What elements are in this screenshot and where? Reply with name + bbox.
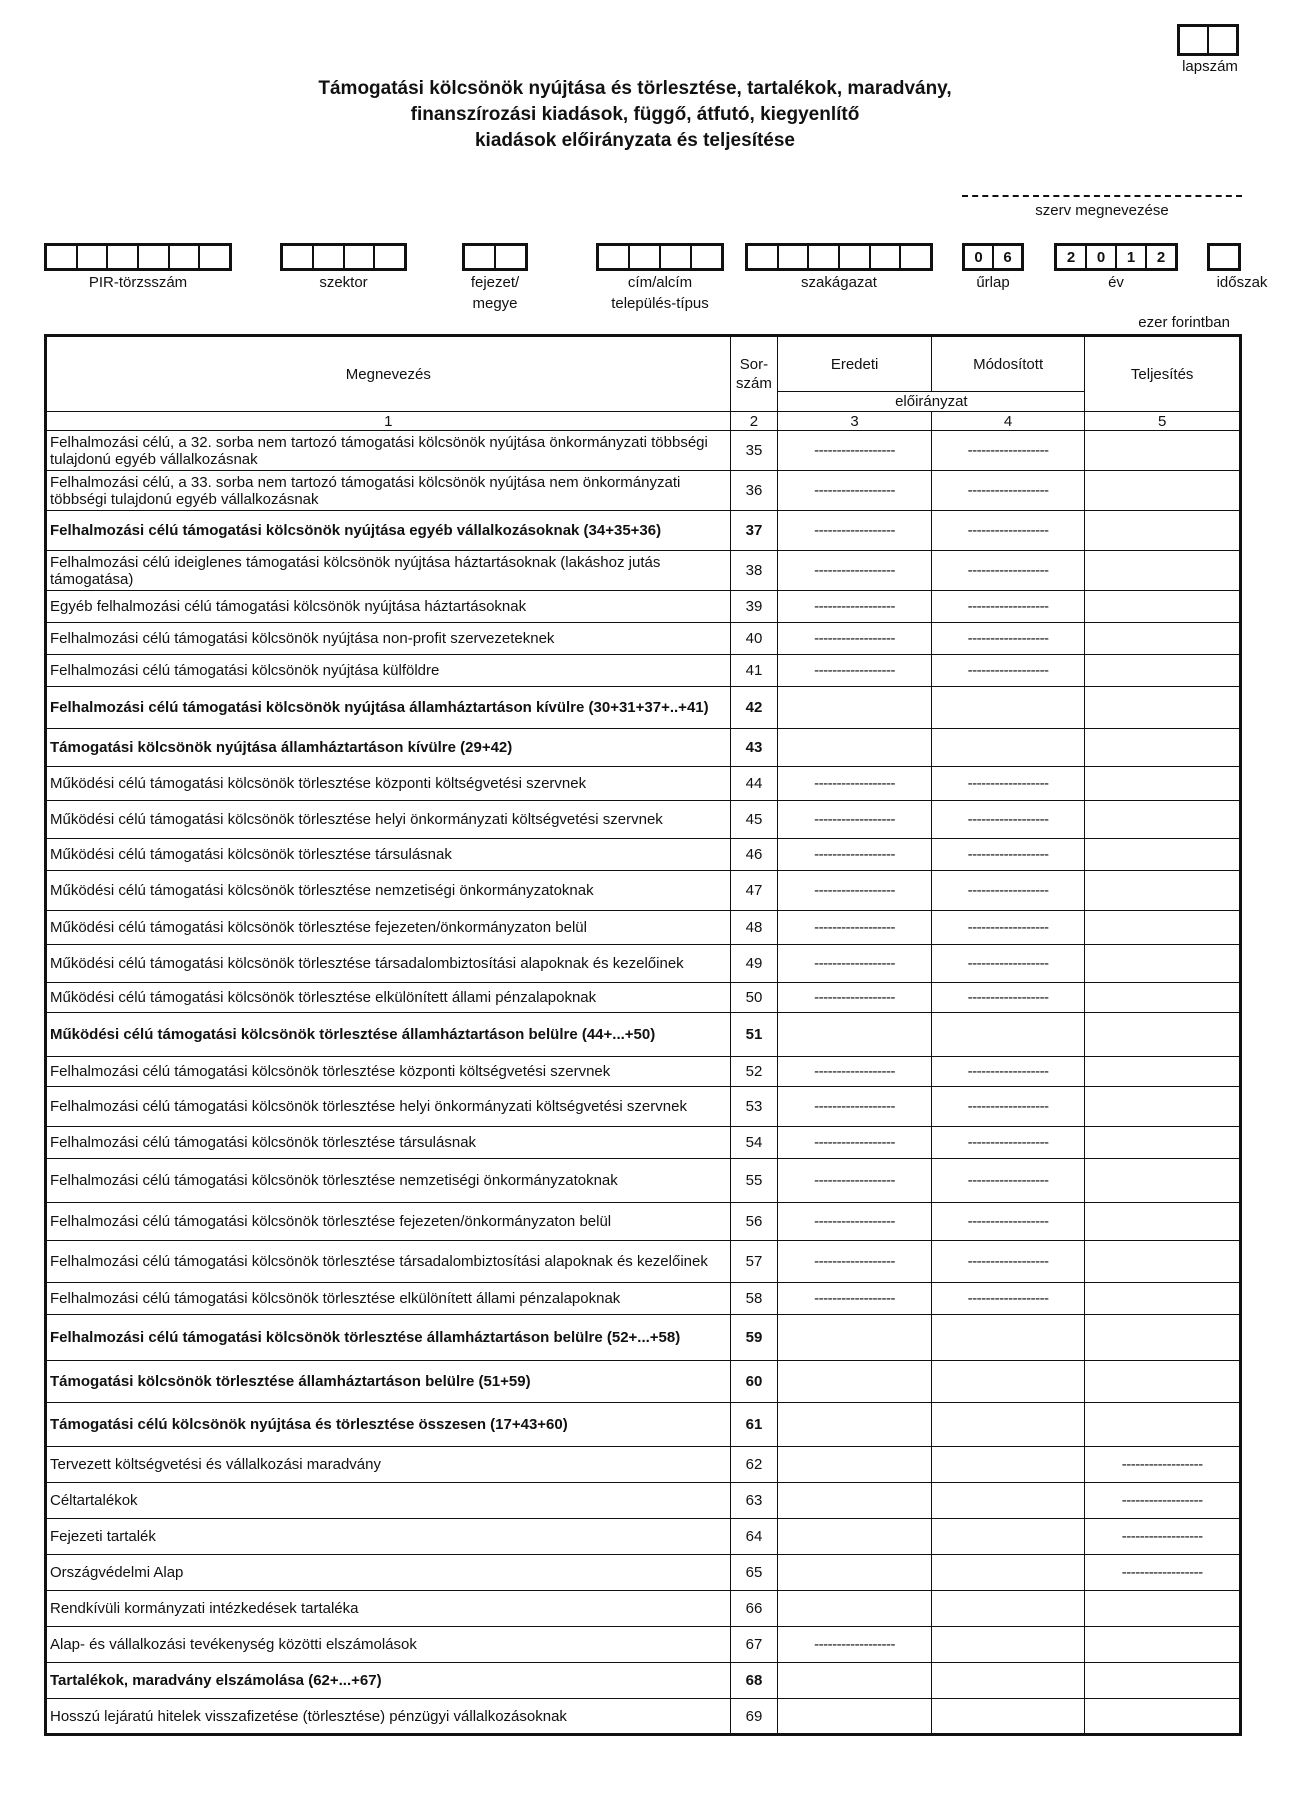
cell-teljesites[interactable] — [1085, 1699, 1241, 1735]
cell-modositott[interactable] — [931, 1403, 1085, 1447]
cell-modositott[interactable] — [931, 1013, 1085, 1057]
cell-teljesites[interactable] — [1085, 1283, 1241, 1315]
cell-eredeti: ------------------ — [778, 623, 932, 655]
code-field-label: szektor — [319, 274, 368, 291]
row-number: 53 — [730, 1087, 778, 1127]
cell-eredeti[interactable] — [778, 1013, 932, 1057]
cell-teljesites: ------------------ — [1085, 1483, 1241, 1519]
cell-teljesites: ------------------ — [1085, 1555, 1241, 1591]
row-name: Felhalmozási célú támogatási kölcsönök nyújtása külföldre — [46, 655, 731, 687]
page-number-box[interactable] — [1177, 24, 1239, 56]
row-number: 51 — [730, 1013, 778, 1057]
table-row — [46, 1555, 1241, 1591]
table-row — [46, 801, 1241, 839]
table-row — [46, 1591, 1241, 1627]
row-name: Felhalmozási célú ideiglenes támogatási kölcsönök nyújtása háztartásoknak (lakáshoz jutás támogatása) — [46, 551, 731, 591]
cell-modositott: ------------------ — [931, 591, 1085, 623]
code-field-label: űrlap — [976, 274, 1010, 291]
code-field-box[interactable] — [596, 243, 724, 271]
cell-teljesites[interactable] — [1085, 1241, 1241, 1283]
table-row — [46, 623, 1241, 655]
table-row — [46, 1627, 1241, 1663]
code-digit-cell[interactable] — [343, 246, 374, 268]
cell-modositott[interactable] — [931, 1699, 1085, 1735]
cell-eredeti[interactable] — [778, 729, 932, 767]
row-number: 65 — [730, 1555, 778, 1591]
code-field-label: PIR-törzsszám — [88, 274, 188, 291]
row-number: 68 — [730, 1663, 778, 1699]
cell-modositott: ------------------ — [931, 551, 1085, 591]
cell-eredeti: ------------------ — [778, 767, 932, 801]
code-digit-cell[interactable] — [283, 246, 312, 268]
table-row — [46, 1483, 1241, 1519]
cell-teljesites[interactable] — [1085, 471, 1241, 511]
row-number: 55 — [730, 1159, 778, 1203]
code-digit-cell[interactable] — [137, 246, 168, 268]
cell-modositott[interactable] — [931, 1315, 1085, 1361]
table-row — [46, 511, 1241, 551]
header-sorszam — [730, 336, 778, 412]
cell-eredeti: ------------------ — [778, 471, 932, 511]
cell-eredeti: ------------------ — [778, 1627, 932, 1663]
cell-teljesites[interactable] — [1085, 431, 1241, 471]
row-number: 43 — [730, 729, 778, 767]
row-name: Felhalmozási célú támogatási kölcsönök törlesztése államháztartáson belülre (52+...+58) — [46, 1315, 731, 1361]
cell-eredeti[interactable] — [778, 1699, 932, 1735]
unit-label: ezer forintban — [1138, 314, 1230, 331]
row-name: Felhalmozási célú támogatási kölcsönök törlesztése elkülönített állami pénzalapoknak — [46, 1283, 731, 1315]
row-number: 66 — [730, 1591, 778, 1627]
row-name: Működési célú támogatási kölcsönök törlesztése elkülönített állami pénzalapoknak — [46, 983, 731, 1013]
table-row — [46, 1241, 1241, 1283]
code-digit-cell[interactable] — [1210, 246, 1238, 268]
row-number: 58 — [730, 1283, 778, 1315]
cell-teljesites[interactable] — [1085, 1087, 1241, 1127]
cell-teljesites[interactable] — [1085, 591, 1241, 623]
cell-eredeti[interactable] — [778, 1483, 932, 1519]
cell-teljesites[interactable] — [1085, 801, 1241, 839]
cell-modositott[interactable] — [931, 1447, 1085, 1483]
cell-eredeti: ------------------ — [778, 551, 932, 591]
row-name: Hosszú lejáratú hitelek visszafizetése (törlesztése) pénzügyi vállalkozásoknak — [46, 1699, 731, 1735]
page-number-digit[interactable] — [1180, 27, 1207, 53]
row-number: 49 — [730, 945, 778, 983]
row-name: Működési célú támogatási kölcsönök törlesztése társadalombiztosítási alapoknak és kezelőinek — [46, 945, 731, 983]
row-name: Felhalmozási célú támogatási kölcsönök nyújtása államháztartáson kívülre (30+31+37+..+41) — [46, 687, 731, 729]
cell-modositott: ------------------ — [931, 623, 1085, 655]
cell-modositott: ------------------ — [931, 1087, 1085, 1127]
code-digit-cell[interactable] — [106, 246, 137, 268]
cell-teljesites[interactable] — [1085, 511, 1241, 551]
organization-name-label: szerv megnevezése — [1035, 202, 1169, 219]
cell-teljesites[interactable] — [1085, 767, 1241, 801]
table-row — [46, 1057, 1241, 1087]
page-number-digit[interactable] — [1207, 27, 1236, 53]
code-field-box[interactable] — [280, 243, 407, 271]
row-name: Felhalmozási célú, a 32. sorba nem tartozó támogatási kölcsönök nyújtása önkormányzati többségi tulajdonú egyéb vállalkozásnak — [46, 431, 731, 471]
cell-modositott: ------------------ — [931, 945, 1085, 983]
row-name: Működési célú támogatási kölcsönök törlesztése központi költségvetési szervnek — [46, 767, 731, 801]
cell-modositott: ------------------ — [931, 1127, 1085, 1159]
code-field-box[interactable] — [462, 243, 528, 271]
cell-teljesites[interactable] — [1085, 1057, 1241, 1087]
table-row — [46, 471, 1241, 511]
cell-teljesites[interactable] — [1085, 1127, 1241, 1159]
cell-teljesites[interactable] — [1085, 1627, 1241, 1663]
row-name: Felhalmozási célú támogatási kölcsönök nyújtása non-profit szervezeteknek — [46, 623, 731, 655]
table-row — [46, 839, 1241, 871]
cell-eredeti: ------------------ — [778, 945, 932, 983]
cell-eredeti: ------------------ — [778, 983, 932, 1013]
col-number: 5 — [1085, 412, 1241, 431]
cell-modositott: ------------------ — [931, 871, 1085, 911]
cell-eredeti: ------------------ — [778, 839, 932, 871]
code-digit-cell[interactable]: 2 — [1066, 248, 1076, 266]
table-row — [46, 1403, 1241, 1447]
cell-modositott: ------------------ — [931, 911, 1085, 945]
organization-name-field[interactable] — [962, 195, 1242, 197]
cell-teljesites[interactable] — [1085, 1403, 1241, 1447]
code-digit-cell[interactable] — [748, 246, 777, 268]
cell-modositott[interactable] — [931, 1591, 1085, 1627]
row-number: 38 — [730, 551, 778, 591]
code-digit-cell[interactable] — [599, 246, 628, 268]
code-digit-cell[interactable] — [690, 246, 721, 268]
cell-modositott[interactable] — [931, 1555, 1085, 1591]
code-digit-cell[interactable] — [628, 246, 659, 268]
code-digit-cell[interactable] — [312, 246, 343, 268]
code-digit-cell[interactable] — [869, 246, 900, 268]
cell-modositott: ------------------ — [931, 801, 1085, 839]
row-name: Felhalmozási célú, a 33. sorba nem tartozó támogatási kölcsönök nyújtása nem önkormányzati többségi tulajdonú egyéb vállalkozásnak — [46, 471, 731, 511]
header-eredeti: Eredeti — [778, 336, 932, 392]
col-number: 1 — [46, 412, 731, 431]
table-row — [46, 1127, 1241, 1159]
row-number: 36 — [730, 471, 778, 511]
code-digit-cell[interactable]: 0 — [1085, 246, 1115, 268]
row-name: Tervezett költségvetési és vállalkozási maradvány — [46, 1447, 731, 1483]
row-name: Fejezeti tartalék — [46, 1519, 731, 1555]
code-field-box[interactable] — [962, 243, 1024, 271]
table-row — [46, 431, 1241, 471]
cell-teljesites[interactable] — [1085, 1591, 1241, 1627]
cell-eredeti: ------------------ — [778, 911, 932, 945]
cell-teljesites[interactable] — [1085, 687, 1241, 729]
table-row — [46, 1087, 1241, 1127]
code-digit-cell[interactable] — [899, 246, 930, 268]
code-field-box[interactable] — [1054, 243, 1178, 271]
row-name: Céltartalékok — [46, 1483, 731, 1519]
row-number: 67 — [730, 1627, 778, 1663]
cell-teljesites[interactable] — [1085, 911, 1241, 945]
cell-eredeti[interactable] — [778, 1447, 932, 1483]
cell-modositott[interactable] — [931, 1663, 1085, 1699]
table-row — [46, 655, 1241, 687]
row-name: Felhalmozási célú támogatási kölcsönök törlesztése társulásnak — [46, 1127, 731, 1159]
cell-teljesites[interactable] — [1085, 1159, 1241, 1203]
cell-teljesites[interactable] — [1085, 1013, 1241, 1057]
cell-modositott: ------------------ — [931, 1241, 1085, 1283]
cell-modositott: ------------------ — [931, 511, 1085, 551]
row-number: 46 — [730, 839, 778, 871]
row-number: 48 — [730, 911, 778, 945]
row-number: 39 — [730, 591, 778, 623]
title-line-1: Támogatási kölcsönök nyújtása és törlesztése, tartalékok, maradvány, — [318, 78, 952, 99]
row-name: Támogatási kölcsönök törlesztése államháztartáson belülre (51+59) — [46, 1361, 731, 1403]
row-number: 41 — [730, 655, 778, 687]
cell-eredeti: ------------------ — [778, 1127, 932, 1159]
cell-teljesites[interactable] — [1085, 623, 1241, 655]
code-digit-cell[interactable] — [47, 246, 76, 268]
cell-modositott[interactable] — [931, 687, 1085, 729]
row-number: 44 — [730, 767, 778, 801]
cell-modositott: ------------------ — [931, 655, 1085, 687]
cell-modositott[interactable] — [931, 1361, 1085, 1403]
form-title — [240, 76, 1030, 154]
row-name: Felhalmozási célú támogatási kölcsönök törlesztése nemzetiségi önkormányzatoknak — [46, 1159, 731, 1203]
cell-eredeti[interactable] — [778, 1315, 932, 1361]
row-name: Működési célú támogatási kölcsönök törlesztése helyi önkormányzati költségvetési szervnek — [46, 801, 731, 839]
cell-teljesites: ------------------ — [1085, 1447, 1241, 1483]
table-row — [46, 1283, 1241, 1315]
cell-modositott: ------------------ — [931, 431, 1085, 471]
row-number: 35 — [730, 431, 778, 471]
cell-eredeti[interactable] — [778, 1555, 932, 1591]
table-row — [46, 911, 1241, 945]
row-name: Tartalékok, maradvány elszámolása (62+...+67) — [46, 1663, 731, 1699]
header-sorszam-text: Sor- szám — [736, 356, 772, 392]
code-digit-cell[interactable] — [465, 246, 494, 268]
code-field-box[interactable] — [44, 243, 232, 271]
code-field-label: év — [1108, 274, 1124, 291]
row-number: 40 — [730, 623, 778, 655]
cell-teljesites[interactable] — [1085, 839, 1241, 871]
header-name: Megnevezés — [46, 336, 731, 412]
cell-eredeti[interactable] — [778, 1591, 932, 1627]
table-row — [46, 1203, 1241, 1241]
code-digit-cell[interactable] — [494, 246, 525, 268]
cell-eredeti: ------------------ — [778, 1057, 932, 1087]
row-number: 63 — [730, 1483, 778, 1519]
row-name: Működési célú támogatási kölcsönök törlesztése nemzetiségi önkormányzatoknak — [46, 871, 731, 911]
row-name: Támogatási célú kölcsönök nyújtása és törlesztése összesen (17+43+60) — [46, 1403, 731, 1447]
cell-eredeti[interactable] — [778, 1519, 932, 1555]
code-digit-cell[interactable] — [659, 246, 690, 268]
header-modositott: Módosított — [931, 336, 1085, 392]
table-row — [46, 1519, 1241, 1555]
row-number: 62 — [730, 1447, 778, 1483]
code-field-box[interactable] — [1207, 243, 1241, 271]
cell-teljesites[interactable] — [1085, 1203, 1241, 1241]
cell-teljesites[interactable] — [1085, 1361, 1241, 1403]
code-digit-cell[interactable] — [76, 246, 107, 268]
cell-teljesites: ------------------ — [1085, 1519, 1241, 1555]
col-number: 3 — [778, 412, 932, 431]
row-name: Működési célú támogatási kölcsönök törlesztése társulásnak — [46, 839, 731, 871]
cell-eredeti: ------------------ — [778, 1203, 932, 1241]
table-row — [46, 551, 1241, 591]
cell-eredeti[interactable] — [778, 1663, 932, 1699]
table-row — [46, 1447, 1241, 1483]
row-name: Rendkívüli kormányzati intézkedések tartaléka — [46, 1591, 731, 1627]
table-row — [46, 1013, 1241, 1057]
cell-eredeti: ------------------ — [778, 871, 932, 911]
row-name: Alap- és vállalkozási tevékenység közötti elszámolások — [46, 1627, 731, 1663]
table-row — [46, 729, 1241, 767]
row-number: 45 — [730, 801, 778, 839]
code-digit-cell[interactable]: 2 — [1145, 246, 1175, 268]
cell-eredeti: ------------------ — [778, 1241, 932, 1283]
cell-eredeti: ------------------ — [778, 431, 932, 471]
code-digit-cell[interactable]: 0 — [974, 248, 983, 266]
cell-eredeti: ------------------ — [778, 655, 932, 687]
cell-modositott: ------------------ — [931, 1057, 1085, 1087]
row-name: Felhalmozási célú támogatási kölcsönök törlesztése társadalombiztosítási alapoknak és kezelőinek — [46, 1241, 731, 1283]
row-name: Országvédelmi Alap — [46, 1555, 731, 1591]
cell-eredeti: ------------------ — [778, 1159, 932, 1203]
cell-modositott: ------------------ — [931, 839, 1085, 871]
header-teljesites: Teljesítés — [1085, 336, 1241, 412]
table-row — [46, 687, 1241, 729]
code-field-label: cím/alcím település-típus — [611, 274, 709, 312]
row-number: 61 — [730, 1403, 778, 1447]
row-number: 60 — [730, 1361, 778, 1403]
table-row — [46, 591, 1241, 623]
cell-teljesites[interactable] — [1085, 551, 1241, 591]
code-digit-cell[interactable] — [777, 246, 808, 268]
cell-teljesites[interactable] — [1085, 945, 1241, 983]
title-line-3: kiadások előirányzata és teljesítése — [474, 130, 795, 151]
cell-modositott: ------------------ — [931, 767, 1085, 801]
col-number: 2 — [730, 412, 778, 431]
cell-eredeti[interactable] — [778, 1403, 932, 1447]
row-name: Működési célú támogatási kölcsönök törlesztése fejezeten/önkormányzaton belül — [46, 911, 731, 945]
cell-eredeti: ------------------ — [778, 801, 932, 839]
cell-teljesites[interactable] — [1085, 1315, 1241, 1361]
cell-eredeti[interactable] — [778, 1361, 932, 1403]
code-field-label: szakágazat — [801, 274, 877, 291]
cell-teljesites[interactable] — [1085, 1663, 1241, 1699]
table-row — [46, 767, 1241, 801]
cell-modositott: ------------------ — [931, 471, 1085, 511]
code-field-label: időszak — [1216, 274, 1268, 291]
cell-modositott[interactable] — [931, 1519, 1085, 1555]
row-number: 57 — [730, 1241, 778, 1283]
row-number: 42 — [730, 687, 778, 729]
row-name: Felhalmozási célú támogatási kölcsönök törlesztése központi költségvetési szervnek — [46, 1057, 731, 1087]
row-name: Működési célú támogatási kölcsönök törlesztése államháztartáson belülre (44+...+50) — [46, 1013, 731, 1057]
page-number-label: lapszám — [1182, 58, 1238, 75]
row-number: 47 — [730, 871, 778, 911]
row-number: 54 — [730, 1127, 778, 1159]
cell-eredeti: ------------------ — [778, 1283, 932, 1315]
code-digit-cell[interactable] — [807, 246, 838, 268]
code-digit-cell[interactable] — [838, 246, 869, 268]
cell-modositott[interactable] — [931, 1627, 1085, 1663]
table-row — [46, 945, 1241, 983]
row-number: 64 — [730, 1519, 778, 1555]
row-name: Felhalmozási célú támogatási kölcsönök törlesztése helyi önkormányzati költségvetési szervnek — [46, 1087, 731, 1127]
cell-teljesites[interactable] — [1085, 871, 1241, 911]
code-digit-cell[interactable]: 1 — [1115, 246, 1145, 268]
table-row — [46, 1361, 1241, 1403]
table-row — [46, 871, 1241, 911]
table-row — [46, 1699, 1241, 1735]
row-name: Felhalmozási célú támogatási kölcsönök nyújtása egyéb vállalkozásoknak (34+35+36) — [46, 511, 731, 551]
cell-modositott: ------------------ — [931, 1159, 1085, 1203]
header-eloiranyzat: előirányzat — [778, 392, 1085, 412]
code-digit-cell[interactable] — [168, 246, 199, 268]
cell-teljesites[interactable] — [1085, 655, 1241, 687]
row-number: 69 — [730, 1699, 778, 1735]
cell-modositott: ------------------ — [931, 1203, 1085, 1241]
row-number: 56 — [730, 1203, 778, 1241]
title-line-2: finanszírozási kiadások, függő, átfutó, kiegyenlítő — [410, 104, 860, 125]
code-digit-cell[interactable] — [198, 246, 229, 268]
cell-modositott[interactable] — [931, 1483, 1085, 1519]
cell-eredeti: ------------------ — [778, 591, 932, 623]
cell-eredeti: ------------------ — [778, 1087, 932, 1127]
row-number: 59 — [730, 1315, 778, 1361]
row-number: 52 — [730, 1057, 778, 1087]
table-row — [46, 983, 1241, 1013]
row-name: Támogatási kölcsönök nyújtása államháztartáson kívülre (29+42) — [46, 729, 731, 767]
row-number: 37 — [730, 511, 778, 551]
cell-modositott: ------------------ — [931, 1283, 1085, 1315]
table-row — [46, 1663, 1241, 1699]
cell-teljesites[interactable] — [1085, 729, 1241, 767]
cell-modositott[interactable] — [931, 729, 1085, 767]
cell-teljesites[interactable] — [1085, 983, 1241, 1013]
cell-eredeti[interactable] — [778, 687, 932, 729]
code-digit-cell[interactable]: 6 — [992, 246, 1021, 268]
code-field-box[interactable] — [745, 243, 933, 271]
row-number: 50 — [730, 983, 778, 1013]
code-field-label: fejezet/ megye — [470, 274, 520, 312]
code-digit-cell[interactable] — [373, 246, 404, 268]
cell-modositott: ------------------ — [931, 983, 1085, 1013]
table-row — [46, 1315, 1241, 1361]
col-number: 4 — [931, 412, 1085, 431]
row-name: Egyéb felhalmozási célú támogatási kölcsönök nyújtása háztartásoknak — [46, 591, 731, 623]
row-name: Felhalmozási célú támogatási kölcsönök törlesztése fejezeten/önkormányzaton belül — [46, 1203, 731, 1241]
budget-table — [44, 334, 1242, 1736]
cell-eredeti: ------------------ — [778, 511, 932, 551]
table-row — [46, 1159, 1241, 1203]
